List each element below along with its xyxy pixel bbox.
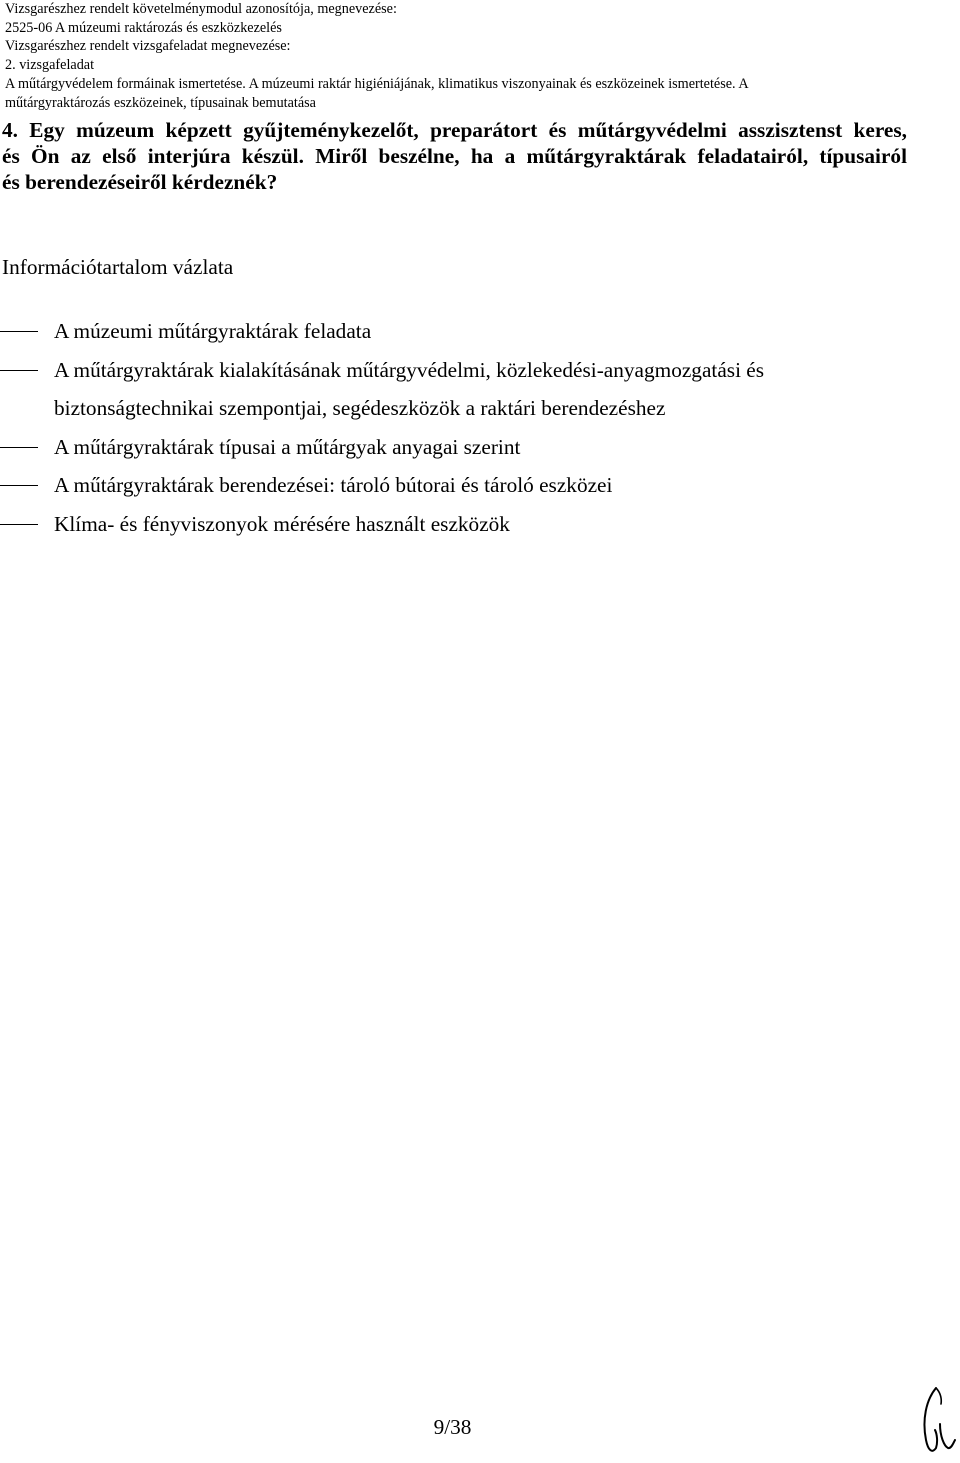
outline-item: [0, 351, 950, 428]
question-line: és Ön az első interjúra készül. Miről beszélne, ha a műtárgyraktárak feladatairól, típusairól: [2, 144, 907, 168]
dash-bullet-icon: [0, 447, 38, 448]
outline-item-text: A múzeumi műtárgyraktárak feladata: [54, 319, 372, 343]
dash-bullet-icon: [0, 485, 38, 486]
outline-list: [0, 312, 950, 543]
outline-item-text: A műtárgyraktárak kialakításának műtárgyvédelmi, közlekedési-anyagmozgatási és: [54, 357, 765, 382]
header-line: Vizsgarészhez rendelt követelménymodul azonosítója, megnevezése:: [5, 1, 397, 17]
dash-bullet-icon: [0, 524, 38, 525]
header-line: Vizsgarészhez rendelt vizsgafeladat megnevezése:: [5, 38, 291, 55]
document-header: [5, 0, 955, 112]
header-line: 2. vizsgafeladat: [5, 57, 95, 74]
outline-title: Információtartalom vázlata: [2, 255, 234, 279]
header-line: 2525-06 A múzeumi raktározás és eszközkezelés: [5, 19, 282, 36]
outline-item-text: Klíma- és fényviszonyok mérésére használt eszközök: [54, 511, 510, 536]
outline-item-continuation: biztonságtechnikai szempontjai, segédeszközök a raktári berendezéshez: [54, 396, 666, 420]
handwritten-signature: [918, 1384, 958, 1458]
outline-item: [0, 466, 950, 505]
page-number: 9/38: [433, 1415, 472, 1439]
dash-bullet-icon: [0, 331, 38, 332]
header-line: A műtárgyvédelem formáinak ismertetése. A múzeumi raktár higiéniájának, klimatikus viszonyainak és eszközeinek ismertetése. A: [5, 75, 749, 92]
outline-item-text: A műtárgyraktárak típusai a műtárgyak anyagai szerint: [54, 434, 521, 459]
question-line: és berendezéseiről kérdeznék?: [2, 170, 278, 194]
dash-bullet-icon: [0, 370, 38, 371]
exam-question: [2, 117, 907, 195]
outline-item-text: A műtárgyraktárak berendezései: tároló bútorai és tároló eszközei: [54, 473, 613, 497]
outline-item: [0, 312, 950, 351]
outline-item: [0, 505, 950, 544]
header-line: műtárgyraktározás eszközeinek, típusainak bemutatása: [5, 94, 316, 111]
question-line: 4. Egy múzeum képzett gyűjteménykezelőt, preparátort és műtárgyvédelmi asszisztenst keres,: [2, 118, 907, 142]
outline-item: [0, 428, 950, 467]
